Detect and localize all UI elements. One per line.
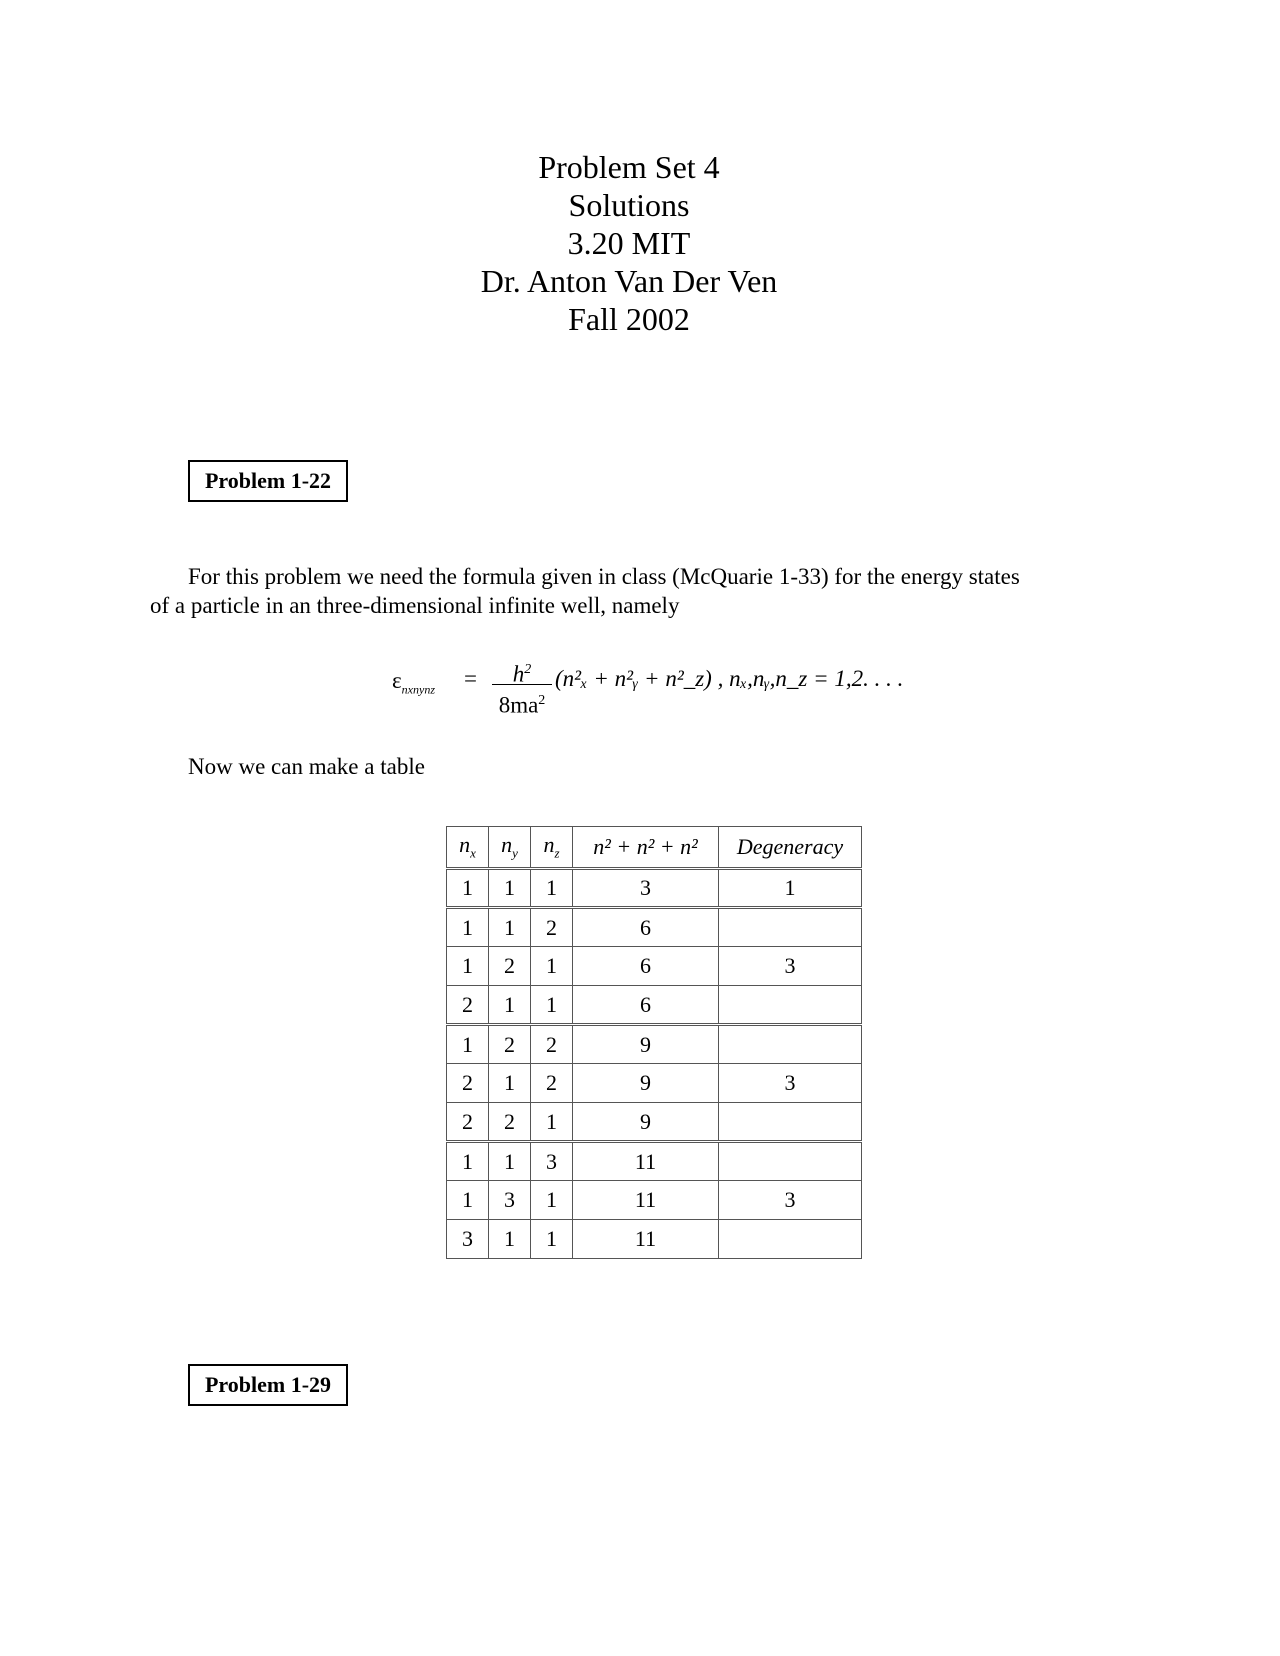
table-cell: 1: [447, 947, 489, 986]
formula-lhs: $\varepsilon_{nxnynz}$: [392, 668, 435, 697]
table-cell: 3: [447, 1220, 489, 1259]
table-cell: 3: [573, 869, 719, 908]
table-cell: 1: [447, 1181, 489, 1220]
table-cell: 1: [531, 1103, 573, 1142]
table-row: [447, 1025, 862, 1064]
table-cell: 1: [531, 986, 573, 1025]
table-cell: 3: [531, 1142, 573, 1181]
document-title: [0, 148, 1258, 338]
formula-numerator: h: [512, 661, 525, 687]
table-cell: 11: [573, 1220, 719, 1259]
table-cell: 2: [489, 1103, 531, 1142]
table-cell: 2: [447, 1064, 489, 1103]
table-cell: 11: [573, 1181, 719, 1220]
table-cell: [719, 986, 862, 1025]
table-cell: 1: [489, 986, 531, 1025]
header-ny: $n_y$: [489, 827, 531, 869]
degeneracy-table: [446, 826, 862, 1259]
table-cell: 9: [573, 1103, 719, 1142]
table-cell: [719, 1142, 862, 1181]
table-cell: 1: [531, 869, 573, 908]
problem-1-29-heading: Problem 1-29: [188, 1364, 348, 1406]
table-cell: 2: [531, 1025, 573, 1064]
table-row: [447, 908, 862, 947]
table-cell: [719, 1025, 862, 1064]
intro-paragraph-line2: of a particle in an three-dimensional infinite well, namely: [150, 593, 680, 618]
title-line-5: Fall 2002: [568, 301, 690, 337]
table-cell: 1: [531, 947, 573, 986]
table-row: [447, 869, 862, 908]
title-line-3: 3.20 MIT: [567, 225, 691, 261]
table-cell: [719, 1103, 862, 1142]
table-body: [447, 869, 862, 1259]
table-cell: 3: [719, 1181, 862, 1220]
table-cell: 1: [447, 1142, 489, 1181]
intro-paragraph-line1: For this problem we need the formula given in class (McQuarie 1-33) for the energy states: [188, 564, 1020, 589]
table-cell: 6: [573, 986, 719, 1025]
formula-equals: =: [464, 666, 477, 691]
table-row: [447, 986, 862, 1025]
table-cell: 1: [447, 1025, 489, 1064]
table-row: [447, 1220, 862, 1259]
header-nz: $n_z$: [531, 827, 573, 869]
table-cell: 1: [719, 869, 862, 908]
table-row: [447, 1064, 862, 1103]
title-line-4: Dr. Anton Van Der Ven: [480, 263, 778, 299]
table-cell: 3: [719, 947, 862, 986]
table-cell: 2: [489, 947, 531, 986]
table-cell: 9: [573, 1064, 719, 1103]
header-sum-squares: n² + n² + n²: [573, 827, 719, 869]
problem-1-22-heading: Problem 1-22: [188, 460, 348, 502]
table-cell: 1: [489, 1064, 531, 1103]
table-cell: 11: [573, 1142, 719, 1181]
table-cell: 1: [489, 1220, 531, 1259]
energy-formula: [392, 656, 932, 720]
table-cell: 2: [531, 1064, 573, 1103]
table-cell: 3: [489, 1181, 531, 1220]
table-cell: [719, 1220, 862, 1259]
table-cell: 1: [447, 869, 489, 908]
table-cell: 1: [447, 908, 489, 947]
table-row: [447, 947, 862, 986]
table-row: [447, 1103, 862, 1142]
table-cell: 2: [447, 1103, 489, 1142]
formula-rest: (n²ₓ + n²ᵧ + n²_z) , nₓ,nᵧ,n_z = 1,2. . . .: [555, 666, 904, 691]
title-line-1: Problem Set 4: [538, 149, 720, 185]
table-cell: 2: [489, 1025, 531, 1064]
table-cell: 1: [489, 908, 531, 947]
table-cell: 1: [489, 1142, 531, 1181]
table-cell: 9: [573, 1025, 719, 1064]
table-cell: 1: [531, 1181, 573, 1220]
formula-fraction: $h^2$ $8ma^2$: [492, 656, 552, 715]
formula-denominator: 8ma: [498, 692, 539, 718]
header-degeneracy: Degeneracy: [719, 827, 862, 869]
title-line-2: Solutions: [568, 187, 690, 223]
table-cell: 6: [573, 947, 719, 986]
table-cell: 3: [719, 1064, 862, 1103]
table-cell: [719, 908, 862, 947]
header-nx: $n_x$: [447, 827, 489, 869]
table-cell: 6: [573, 908, 719, 947]
table-cell: 1: [531, 1220, 573, 1259]
table-cell: 2: [447, 986, 489, 1025]
table-cell: 1: [489, 869, 531, 908]
table-cell: 2: [531, 908, 573, 947]
table-row: [447, 1142, 862, 1181]
table-row: [447, 1181, 862, 1220]
table-header-row: [447, 827, 862, 869]
table-intro: Now we can make a table: [188, 754, 425, 779]
